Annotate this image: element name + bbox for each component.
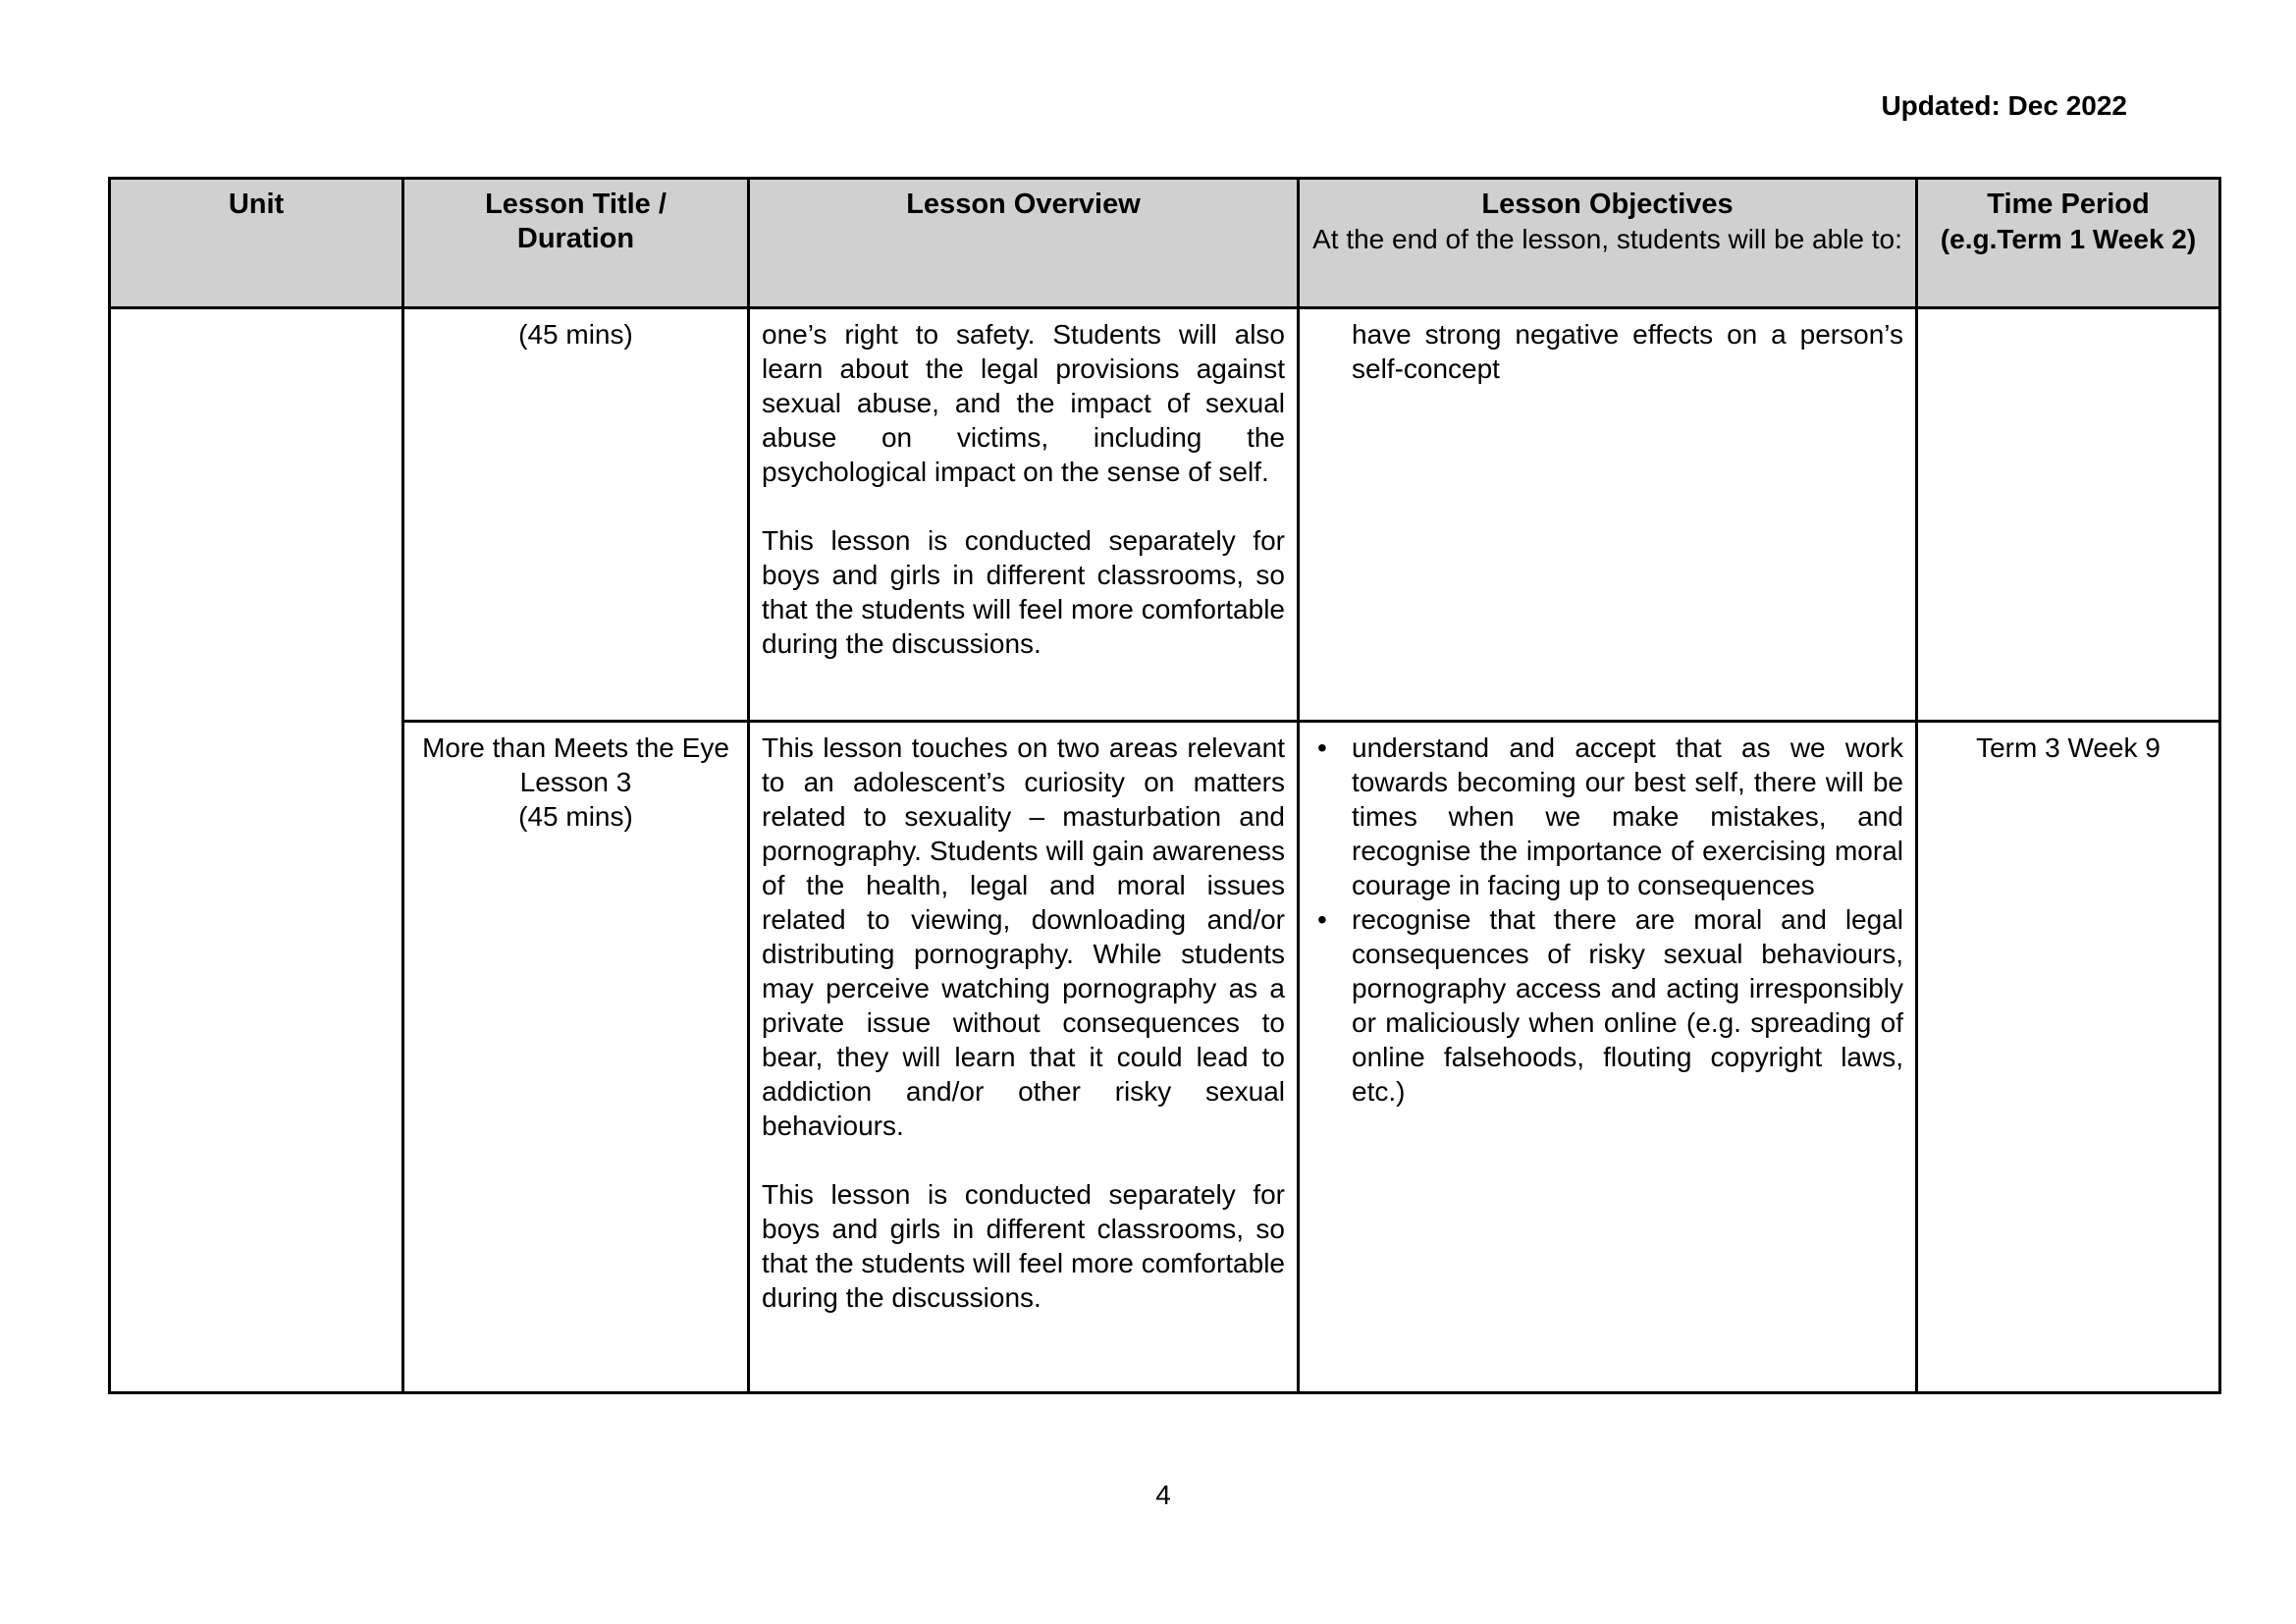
cell-objectives-row1 — [1299, 308, 1917, 722]
overview-paragraph-2-row2: This lesson is conducted separately for boys and girls in different classrooms, so that the students will feel more comfortable during the discussions. — [762, 1179, 1285, 1313]
cell-objectives-row2 — [1299, 722, 1917, 1393]
overview-paragraph-1-row2: This lesson touches on two areas relevant to an adolescent’s curiosity on matters related to sexuality – masturbation and pornography. Students will gain awareness of the health, legal and moral issues related to viewing, downloading and/or distributing pornography. While students may perceive watching pornography as a private issue without consequences to bear, they will learn that it could lead to addiction and/or other risky sexual behaviours. — [762, 732, 1285, 1141]
objective-bullet-1-text: understand and accept that as we work towards becoming our best self, there will be times when we make mistakes, and recognise the importance of exercising moral courage in facing up to consequences — [1352, 732, 1903, 900]
cell-time-period-row1 — [1917, 308, 2220, 722]
cell-title-duration-row2 — [403, 722, 749, 1393]
lesson-number-row2: Lesson 3 — [519, 767, 632, 797]
bullet-icon: • — [1317, 904, 1327, 935]
header-lesson-objectives-subtitle: At the end of the lesson, students will be able to: — [1312, 224, 1902, 254]
header-lesson-title-duration — [403, 179, 749, 308]
header-time-period — [1917, 179, 2220, 308]
objectives-list-row2 — [1311, 731, 1903, 1109]
lesson-plan-table — [108, 177, 2221, 1394]
header-lesson-objectives — [1299, 179, 1917, 308]
table-header-row — [110, 179, 2220, 308]
cell-time-period-row2: Term 3 Week 9 — [1917, 722, 2220, 1393]
objective-continuation-row1: have strong negative effects on a person’s self-concept — [1352, 319, 1903, 384]
overview-paragraph-2-row1: This lesson is conducted separately for boys and girls in different classrooms, so that the students will feel more comfortable during the discussions. — [762, 525, 1285, 659]
header-lesson-objectives-title: Lesson Objectives — [1481, 189, 1734, 220]
objective-bullet-1 — [1311, 731, 1903, 902]
overview-paragraph-1-row1: one’s right to safety. Students will also learn about the legal provisions against sexual abuse, and the impact of sexual abuse on victims, including the psychological impact on the sense of self. — [762, 319, 1285, 487]
updated-date-label: Updated: Dec 2022 — [1881, 90, 2127, 121]
page-number: 4 — [1155, 1480, 1171, 1510]
bullet-icon: • — [1317, 732, 1327, 763]
objective-bullet-2-text: recognise that there are moral and legal consequences of risky sexual behaviours, pornography access and acting irresponsibly or maliciously when online (e.g. spreading of online falsehoods, flouting copyright laws, etc.) — [1352, 904, 1903, 1107]
cell-title-duration-row1 — [403, 308, 749, 722]
lesson-duration-row1: (45 mins) — [518, 319, 633, 350]
header-time-period-subtitle: (e.g.Term 1 Week 2) — [1940, 224, 2197, 254]
objective-bullet-2 — [1311, 902, 1903, 1109]
lesson-title-row2: More than Meets the Eye — [422, 732, 729, 763]
table-row-lesson3 — [110, 722, 2220, 1393]
header-lesson-title-line1: Lesson Title / — [485, 189, 667, 220]
table-row-lesson2-continued — [110, 308, 2220, 722]
lesson-duration-row2: (45 mins) — [518, 801, 633, 832]
header-time-period-title: Time Period — [1987, 189, 2150, 220]
cell-overview-row2 — [749, 722, 1299, 1393]
header-unit: Unit — [110, 179, 403, 308]
cell-unit-merged — [110, 308, 403, 1393]
header-lesson-title-line2: Duration — [516, 223, 635, 254]
header-lesson-overview: Lesson Overview — [749, 179, 1299, 308]
cell-overview-row1 — [749, 308, 1299, 722]
